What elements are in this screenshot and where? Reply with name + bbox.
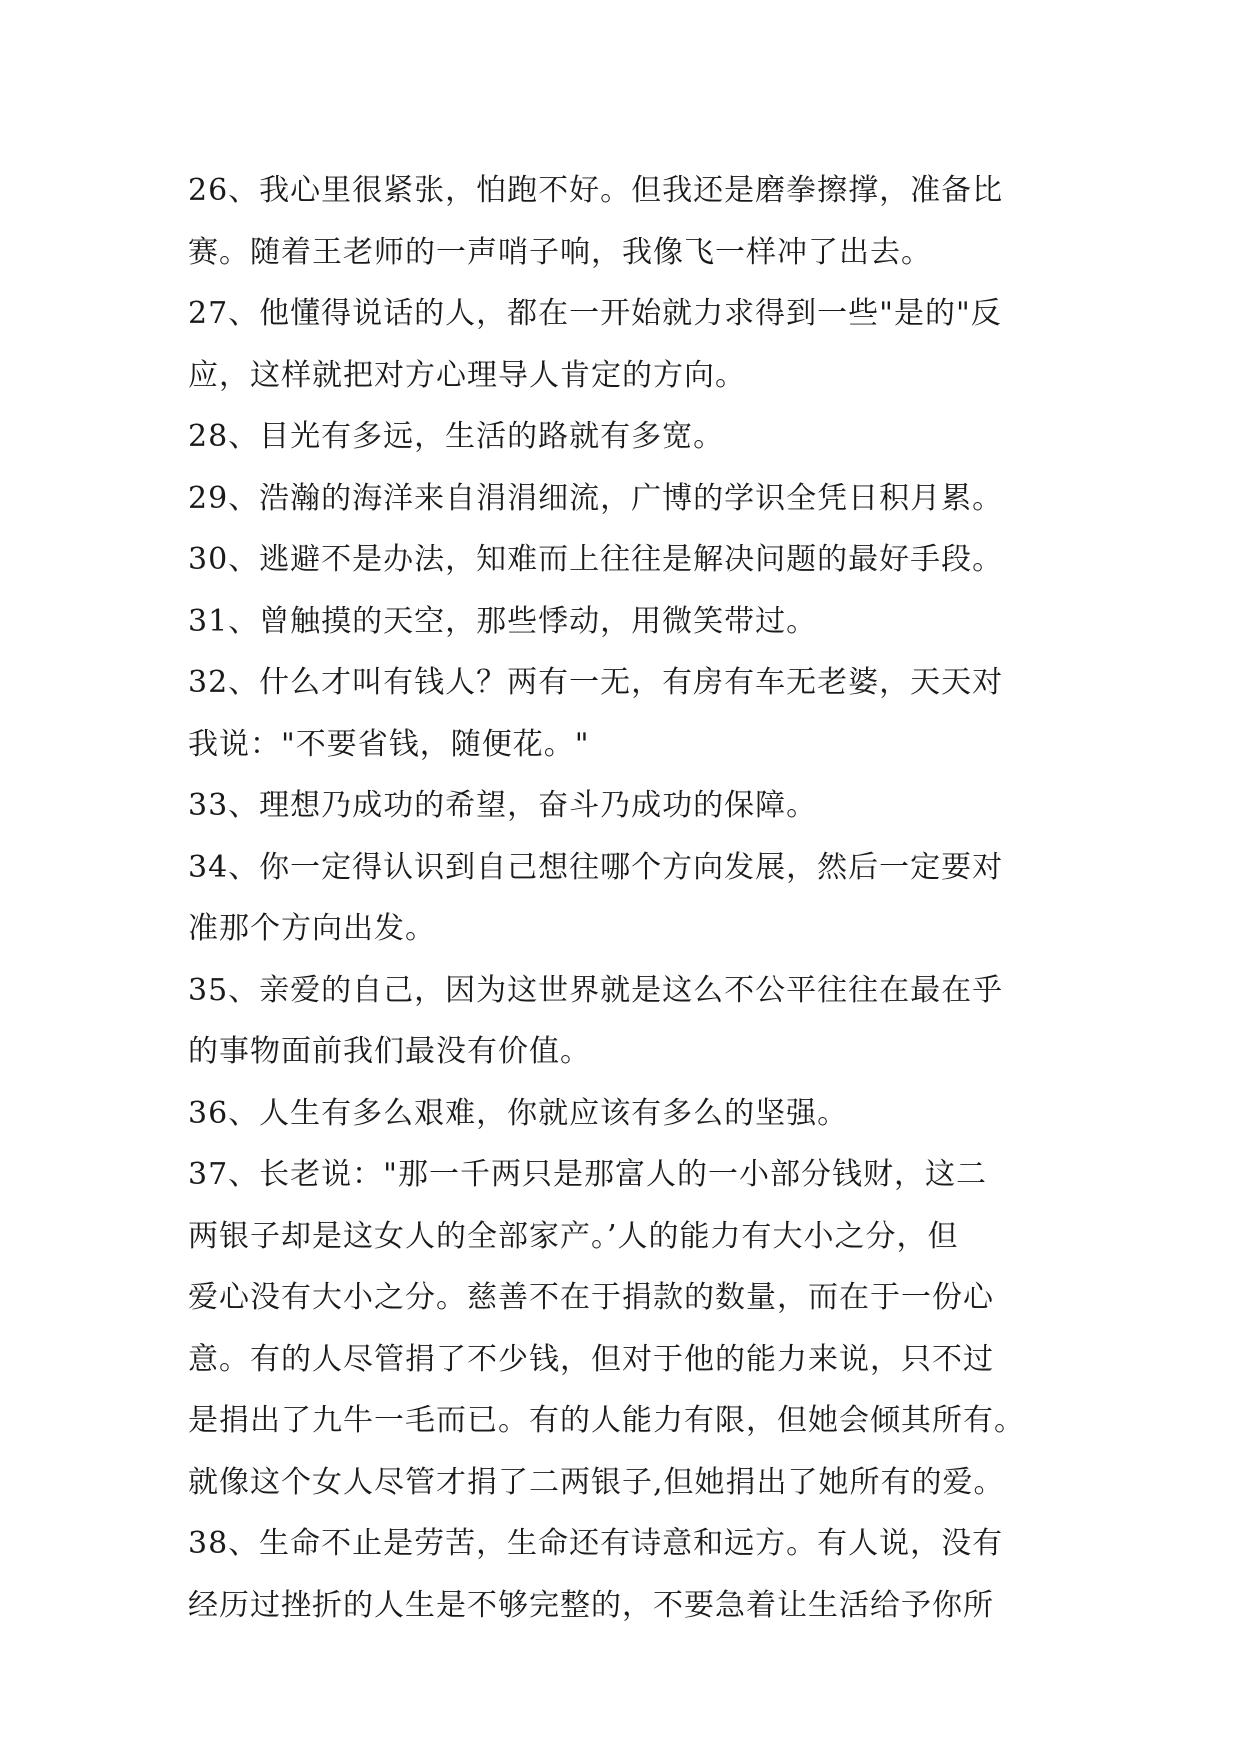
text-line: 36、人生有多么艰难，你就应该有多么的坚强。 (188, 1095, 849, 1131)
text-line: 31、曾触摸的天空，那些悸动，用微笑带过。 (188, 603, 818, 639)
text-line: 37、长老说："那一千两只是那富人的一小部分钱财，这二 (188, 1157, 987, 1192)
text-line: 我说："不要省钱，随便花。" (188, 726, 590, 762)
text-line: 27、他懂得说话的人，都在一开始就力求得到一些"是的"反 (188, 296, 1002, 331)
text-line: 35、亲爱的自己，因为这世界就是这么不公平往往在最在乎 (188, 972, 1004, 1008)
text-line: 32、什么才叫有钱人？两有一无，有房有车无老婆，天天对 (188, 665, 1004, 700)
text-line: 赛。随着王老师的一声哨子响，我像飞一样冲了出去。 (188, 234, 932, 270)
text-line: 34、你一定得认识到自己想往哪个方向发展，然后一定要对 (188, 849, 1004, 885)
text-line: 两银子却是这女人的全部家产。’人的能力有大小之分，但 (188, 1218, 959, 1254)
document-body (188, 160, 1068, 1636)
text-line: 准那个方向出发。 (188, 911, 436, 946)
text-line: 意。有的人尽管捐了不少钱，但对于他的能力来说，只不过 (188, 1341, 994, 1377)
text-line: 的事物面前我们最没有价值。 (188, 1034, 591, 1069)
text-line: 经历过挫折的人生是不够完整的，不要急着让生活给予你所 (188, 1587, 994, 1623)
text-line: 爱心没有大小之分。慈善不在于捐款的数量，而在于一份心 (188, 1280, 994, 1315)
text-line: 28、目光有多远，生活的路就有多宽。 (188, 419, 725, 454)
text-line: 就像这个女人尽管才捐了二两银子,但她捐出了她所有的爱。 (188, 1464, 1005, 1500)
text-line: 33、理想乃成功的希望，奋斗乃成功的保障。 (188, 788, 818, 823)
text-line: 应，这样就把对方心理导人肯定的方向。 (188, 357, 746, 393)
text-line: 29、浩瀚的海洋来自涓涓细流，广博的学识全凭日积月累。 (188, 480, 1004, 516)
text-line: 30、逃避不是办法，知难而上往往是解决问题的最好手段。 (188, 542, 1004, 577)
text-line: 26、我心里很紧张，怕跑不好。但我还是磨拳擦撑，准备比 (188, 173, 1004, 208)
text-line: 38、生命不止是劳苦，生命还有诗意和远方。有人说，没有 (188, 1526, 1004, 1561)
text-line: 是捐出了九牛一毛而已。有的人能力有限，但她会倾其所有。 (188, 1403, 1025, 1438)
